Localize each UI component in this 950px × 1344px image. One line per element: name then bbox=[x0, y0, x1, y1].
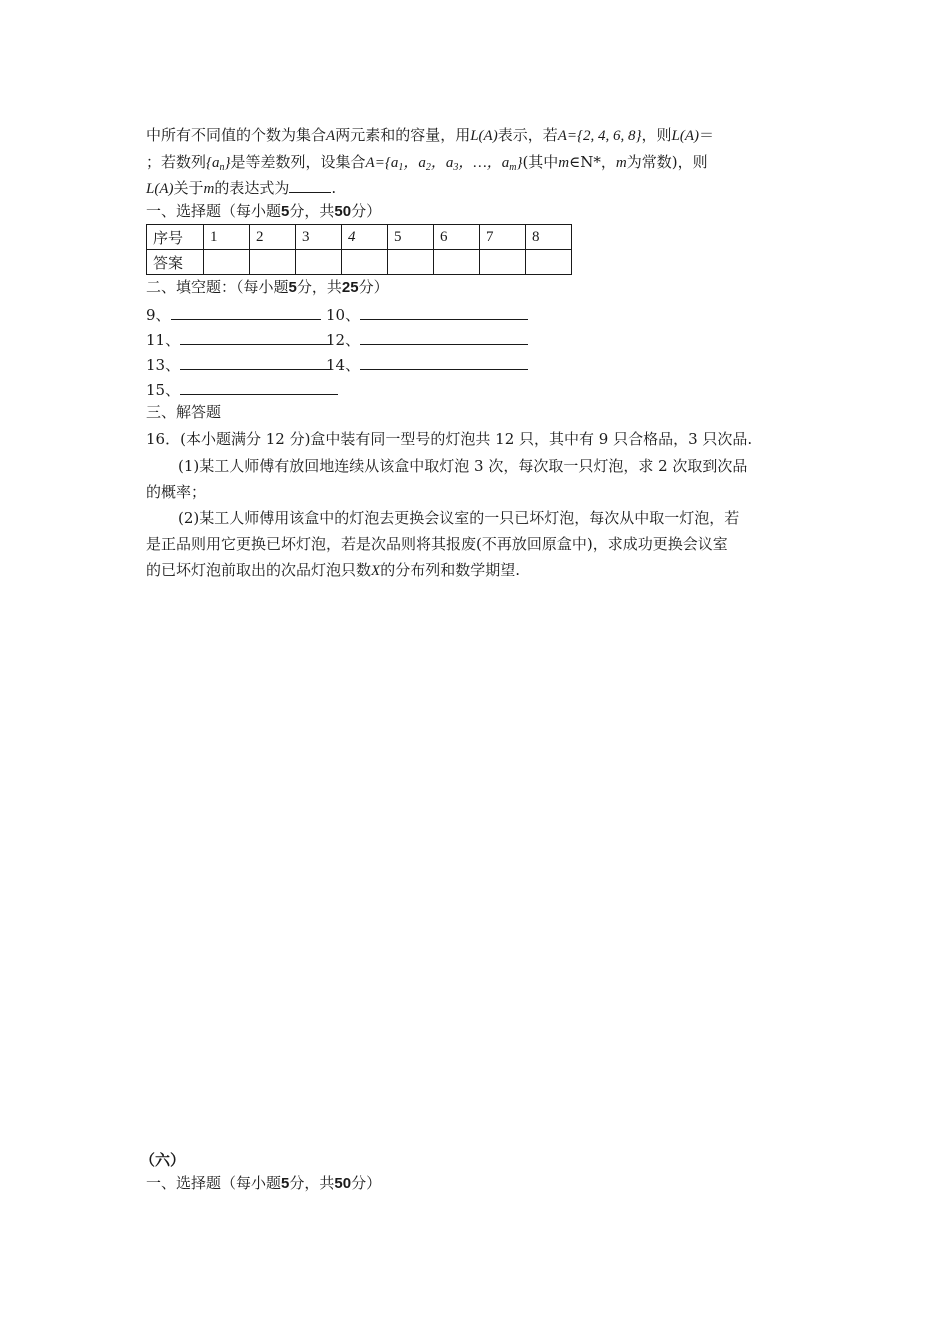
answer-cell[interactable] bbox=[434, 250, 480, 275]
var: m bbox=[615, 155, 627, 171]
var: X bbox=[371, 563, 381, 579]
text: ；若数列 bbox=[146, 153, 207, 171]
var: L(A) bbox=[671, 128, 700, 144]
section-6-title: （六） bbox=[140, 1151, 186, 1169]
answer-blank[interactable] bbox=[171, 305, 321, 320]
var: ，a bbox=[430, 155, 454, 171]
table-row-numbers bbox=[147, 225, 572, 250]
text: 表示，若 bbox=[497, 126, 558, 144]
text: 分） bbox=[358, 278, 389, 296]
item-number: 13、 bbox=[146, 356, 181, 374]
fill-item-13 bbox=[146, 354, 330, 375]
text: 二、填空题：（每小题 bbox=[146, 278, 289, 296]
var: } bbox=[224, 155, 231, 171]
text: . bbox=[331, 179, 337, 197]
table-cell-number: 3 bbox=[296, 225, 342, 250]
answer-blank[interactable] bbox=[180, 330, 330, 345]
answer-cell[interactable] bbox=[388, 250, 434, 275]
text: ，则 bbox=[641, 126, 672, 144]
text: 为常数)，则 bbox=[626, 153, 708, 171]
var: L(A) bbox=[146, 181, 174, 197]
table-cell-number: 8 bbox=[526, 225, 572, 250]
table-header-number: 序号 bbox=[147, 225, 204, 250]
answer-table bbox=[146, 224, 572, 275]
item-number: 15、 bbox=[146, 381, 181, 399]
text: 的表达式为 bbox=[214, 179, 290, 197]
var: L(A) bbox=[470, 128, 498, 144]
item-number: 11、 bbox=[146, 331, 181, 349]
answer-cell[interactable] bbox=[296, 250, 342, 275]
answer-blank[interactable] bbox=[360, 305, 528, 320]
text: ＝ bbox=[699, 126, 715, 144]
subscript: m bbox=[509, 162, 517, 173]
table-cell-number: 2 bbox=[250, 225, 296, 250]
text: 一、选择题（每小题 bbox=[146, 1174, 282, 1192]
var: } bbox=[516, 155, 523, 171]
table-cell-number: 1 bbox=[204, 225, 250, 250]
subscript: 3 bbox=[453, 162, 459, 173]
problem-16-part2-end bbox=[146, 559, 520, 582]
fill-item-14 bbox=[326, 354, 528, 375]
problem-16-part2-cont: 是正品则用它更换已坏灯泡，若是次品则将其报废(不再放回原盒中)，求成功更换会议室 bbox=[146, 535, 728, 553]
text: 分） bbox=[351, 1174, 382, 1192]
text: 是等差数列，设集合 bbox=[230, 153, 366, 171]
text: 的分布列和数学期望. bbox=[380, 561, 520, 579]
var: A={a bbox=[365, 155, 399, 171]
problem-16-part1: (1)某工人师傅有放回地连续从该盒中取灯泡 3 次，每次取一只灯泡，求 2 次取到次品 bbox=[178, 457, 748, 475]
text: 的已坏灯泡前取出的次品灯泡只数 bbox=[146, 561, 372, 579]
points: 5 bbox=[281, 1175, 290, 1192]
section-solution-heading: 三、解答题 bbox=[146, 403, 222, 421]
text: 分） bbox=[351, 202, 382, 220]
fill-item-10 bbox=[326, 304, 528, 325]
intro-line-1 bbox=[146, 124, 714, 147]
var: A bbox=[326, 128, 336, 144]
table-cell-number: 7 bbox=[480, 225, 526, 250]
answer-cell[interactable] bbox=[480, 250, 526, 275]
answer-cell[interactable] bbox=[526, 250, 572, 275]
var: ，…，a bbox=[458, 155, 510, 171]
item-number: 14、 bbox=[326, 356, 361, 374]
section-6-choice-heading bbox=[146, 1172, 381, 1195]
text: 分，共 bbox=[296, 278, 342, 296]
answer-cell[interactable] bbox=[342, 250, 388, 275]
subscript: 2 bbox=[425, 162, 431, 173]
text: 关于 bbox=[173, 179, 204, 197]
text: 分，共 bbox=[289, 202, 335, 220]
text: 中所有不同值的个数为集合 bbox=[146, 126, 327, 144]
table-row-answers bbox=[147, 250, 572, 275]
total-points: 50 bbox=[334, 203, 352, 220]
answer-blank[interactable] bbox=[180, 380, 338, 395]
subscript: 1 bbox=[398, 162, 404, 173]
item-number: 10、 bbox=[326, 306, 361, 324]
section-choice-heading bbox=[146, 200, 381, 223]
text: (其中 bbox=[522, 153, 559, 171]
problem-16-part1-cont: 的概率； bbox=[146, 483, 207, 501]
section-fill-heading bbox=[146, 276, 389, 299]
table-header-answer: 答案 bbox=[147, 250, 204, 275]
fill-item-9 bbox=[146, 304, 321, 325]
points: 5 bbox=[288, 279, 297, 296]
table-cell-number: 4 bbox=[342, 225, 388, 250]
total-points: 25 bbox=[341, 279, 359, 296]
var: ，a bbox=[403, 155, 426, 171]
text: 分，共 bbox=[289, 1174, 335, 1192]
answer-blank[interactable] bbox=[180, 355, 330, 370]
intro-line-3 bbox=[146, 177, 336, 200]
total-points: 50 bbox=[334, 1175, 352, 1192]
set-expression: A={2, 4, 6, 8} bbox=[557, 128, 642, 144]
answer-blank[interactable] bbox=[360, 330, 528, 345]
subscript: n bbox=[219, 162, 225, 173]
item-number: 12、 bbox=[326, 331, 361, 349]
table-cell-number: 6 bbox=[434, 225, 480, 250]
answer-blank[interactable] bbox=[289, 178, 331, 193]
fill-item-12 bbox=[326, 329, 528, 350]
var: m bbox=[558, 155, 570, 171]
text: 一、选择题（每小题 bbox=[146, 202, 282, 220]
intro-line-2 bbox=[146, 151, 708, 179]
text: 两元素和的容量，用 bbox=[335, 126, 471, 144]
fill-item-15 bbox=[146, 379, 338, 400]
fill-item-11 bbox=[146, 329, 330, 350]
problem-16-part2: (2)某工人师傅用该盒中的灯泡去更换会议室的一只已坏灯泡，每次从中取一灯泡，若 bbox=[178, 509, 740, 527]
answer-cell[interactable] bbox=[204, 250, 250, 275]
item-number: 9、 bbox=[146, 306, 171, 324]
problem-16-stem: 16．(本小题满分 12 分)盒中装有同一型号的灯泡共 12 只，其中有 9 只合格品，3 只次品. bbox=[146, 430, 753, 448]
points: 5 bbox=[281, 203, 290, 220]
answer-cell[interactable] bbox=[250, 250, 296, 275]
var: m bbox=[203, 181, 215, 197]
answer-blank[interactable] bbox=[360, 355, 528, 370]
text: ∈N*， bbox=[569, 153, 616, 171]
table-cell-number: 5 bbox=[388, 225, 434, 250]
var: {a bbox=[206, 155, 220, 171]
